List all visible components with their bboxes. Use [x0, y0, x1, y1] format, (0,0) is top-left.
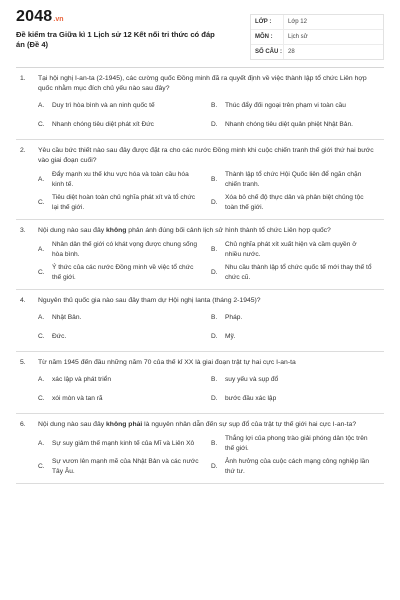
- info-row-subject: [251, 30, 383, 45]
- option-text: Thúc đẩy đối ngoại trên phạm vi toàn cầu: [225, 102, 346, 109]
- answer-option[interactable]: [38, 434, 211, 457]
- logo-domain: .vn: [53, 16, 64, 23]
- question-item: [16, 414, 384, 484]
- question-text-part: Từ năm 1945 đến đầu những năm 70 của thế kỉ XX là giai đoạn trật tự hai cực I-an-ta: [38, 359, 296, 366]
- answer-option[interactable]: [38, 329, 211, 348]
- option-text: Mỹ.: [225, 333, 236, 340]
- question-list: [16, 68, 384, 484]
- option-text: bước đầu xác lập: [225, 395, 277, 402]
- answer-options: [38, 372, 384, 410]
- answer-option[interactable]: [38, 193, 211, 216]
- option-letter: B.: [211, 246, 218, 253]
- answer-options: [38, 240, 384, 286]
- answer-option[interactable]: [211, 391, 384, 410]
- option-text: Sự vươn lên mạnh mẽ của Nhật Bản và các nước Tây Âu.: [52, 458, 199, 475]
- info-value: Lớp 12: [288, 19, 307, 25]
- option-letter: C.: [38, 199, 45, 206]
- option-letter: D.: [211, 395, 218, 402]
- option-letter: D.: [211, 121, 218, 128]
- option-letter: D.: [211, 333, 218, 340]
- option-letter: B.: [211, 314, 218, 321]
- option-letter: C.: [38, 333, 45, 340]
- question-stem: [16, 74, 384, 94]
- info-value: 28: [288, 49, 295, 55]
- question-item: [16, 220, 384, 290]
- question-stem: [16, 226, 384, 236]
- answer-option[interactable]: [38, 170, 211, 193]
- document-title: Đề kiểm tra Giữa kì 1 Lịch sử 12 Kết nối tri thức có đáp án (Đề 4): [16, 30, 215, 49]
- option-letter: B.: [211, 376, 218, 383]
- answer-option[interactable]: [38, 372, 211, 391]
- option-letter: D.: [211, 199, 218, 206]
- question-text-part: Nội dung nào sau đây: [38, 421, 107, 428]
- info-label: LỚP :: [251, 15, 284, 29]
- document-header: [16, 8, 384, 60]
- answer-option[interactable]: [38, 263, 211, 286]
- question-text: [38, 420, 384, 430]
- answer-option[interactable]: [211, 98, 384, 117]
- option-text: Nhanh chóng tiêu diệt quân phiệt Nhật Bản.: [225, 121, 353, 128]
- answer-option[interactable]: [38, 391, 211, 410]
- question-text-part: Nguyên thủ quốc gia nào sau đây tham dự Hội nghị Ianta (tháng 2-1945)?: [38, 297, 261, 304]
- question-item: [16, 140, 384, 220]
- question-item: [16, 68, 384, 140]
- option-letter: B.: [211, 176, 218, 183]
- question-text-part: Yêu cầu bức thiết nào sau đây được đặt ra cho các nước Đồng minh khi cuộc chiến tranh thế giới thứ hai bước vào giai đoạn cuối?: [38, 147, 374, 164]
- answer-option[interactable]: [38, 98, 211, 117]
- option-text: Thành lập tổ chức Hội Quốc liên để ngăn chặn chiến tranh.: [225, 171, 362, 188]
- option-letter: C.: [38, 269, 45, 276]
- question-stem: [16, 146, 384, 166]
- option-letter: A.: [38, 376, 45, 383]
- question-text: [38, 146, 384, 166]
- option-letter: A.: [38, 440, 45, 447]
- option-letter: B.: [211, 102, 218, 109]
- option-text: Xóa bỏ chế độ thực dân và phân biệt chủng tộc toàn thế giới.: [225, 194, 364, 211]
- answer-option[interactable]: [211, 193, 384, 216]
- question-text-part: phản ánh đúng bối cảnh lịch sử hình thành tổ chức Liên hợp quốc?: [126, 227, 331, 234]
- option-text: xói mòn và tan rã: [52, 395, 103, 402]
- question-item: [16, 290, 384, 352]
- question-number: 5.: [20, 359, 26, 366]
- option-letter: C.: [38, 395, 45, 402]
- question-text: [38, 226, 384, 236]
- option-text: Ảnh hưởng của cuộc cách mạng công nghiệp lần thứ tư.: [225, 458, 370, 475]
- option-text: Nhật Bản.: [52, 314, 82, 321]
- question-text: [38, 358, 384, 368]
- option-text: Nhân dân thế giới có khát vọng được chung sống hòa bình.: [52, 241, 198, 258]
- logo-text: 2048: [16, 8, 53, 25]
- answer-option[interactable]: [38, 240, 211, 263]
- answer-options: [38, 434, 384, 480]
- question-stem: [16, 420, 384, 430]
- option-text: suy yếu và sụp đổ: [225, 376, 279, 383]
- option-letter: D.: [211, 269, 218, 276]
- option-text: Thắng lợi của phong trào giải phóng dân tộc trên thế giới.: [225, 435, 368, 452]
- option-text: xác lập và phát triển: [52, 376, 112, 383]
- info-value: Lịch sử: [288, 34, 308, 40]
- question-item: [16, 352, 384, 414]
- answer-options: [38, 98, 384, 136]
- info-label: SỐ CÂU :: [251, 45, 284, 59]
- answer-option[interactable]: [38, 457, 211, 480]
- question-number: 1.: [20, 75, 26, 82]
- option-text: Tiêu diệt hoàn toàn chủ nghĩa phát xít và tổ chức lại thế giới.: [52, 194, 196, 211]
- option-letter: B.: [211, 440, 218, 447]
- option-letter: A.: [38, 246, 45, 253]
- option-text: Pháp.: [225, 314, 243, 321]
- question-text-part: là nguyên nhân dẫn đến sự sụp đổ của trật tự thế giới hai cực I-an-ta?: [142, 421, 357, 428]
- info-row-count: [251, 45, 383, 59]
- option-letter: D.: [211, 463, 218, 470]
- answer-option[interactable]: [211, 372, 384, 391]
- question-stem: [16, 296, 384, 306]
- option-letter: A.: [38, 176, 45, 183]
- info-table: [250, 14, 384, 60]
- option-letter: A.: [38, 102, 45, 109]
- question-text-part: Nội dung nào sau đây: [38, 227, 107, 234]
- info-label: MÔN :: [251, 30, 284, 44]
- option-text: Nhu cầu thành lập tổ chức quốc tế mới thay thế tổ chức cũ.: [225, 264, 372, 281]
- option-letter: C.: [38, 121, 45, 128]
- answer-option[interactable]: [38, 310, 211, 329]
- option-text: Đức.: [52, 333, 67, 340]
- question-number: 4.: [20, 297, 26, 304]
- question-number: 2.: [20, 147, 26, 154]
- option-letter: C.: [38, 463, 45, 470]
- option-text: Nhanh chóng tiêu diệt phát xít Đức: [52, 121, 154, 128]
- question-stem: [16, 358, 384, 368]
- answer-option[interactable]: [211, 434, 384, 457]
- question-emphasis: không: [106, 227, 127, 234]
- option-text: Duy trì hòa bình và an ninh quốc tế: [52, 102, 155, 109]
- question-text-part: Tại hội nghị I-an-ta (2-1945), các cường quốc Đồng minh đã ra quyết định về việc thành lập tổ chức Liên hợp quốc nhằm mục đích chủ yếu nào sau đây?: [38, 75, 367, 92]
- site-logo[interactable]: [16, 8, 216, 26]
- answer-option[interactable]: [38, 117, 211, 136]
- question-number: 6.: [20, 421, 26, 428]
- answer-option[interactable]: [211, 457, 384, 480]
- option-letter: A.: [38, 314, 45, 321]
- answer-option[interactable]: [211, 117, 384, 136]
- answer-options: [38, 170, 384, 216]
- option-text: Ý thức của các nước Đồng minh về việc tổ chức thế giới.: [52, 264, 194, 281]
- question-text: [38, 74, 384, 94]
- header-left: [16, 8, 216, 50]
- answer-options: [38, 310, 384, 348]
- option-text: Chủ nghĩa phát xít xuất hiện và cầm quyền ở nhiều nước.: [225, 241, 357, 258]
- answer-option[interactable]: [211, 240, 384, 263]
- question-text: [38, 296, 384, 306]
- answer-option[interactable]: [211, 263, 384, 286]
- option-text: Sự suy giảm thế mạnh kinh tế của Mĩ và Liên Xô: [52, 440, 195, 447]
- answer-option[interactable]: [211, 310, 384, 329]
- answer-option[interactable]: [211, 329, 384, 348]
- option-text: Đẩy mạnh xu thế khu vực hóa và toàn cầu hóa kinh tế.: [52, 171, 189, 188]
- answer-option[interactable]: [211, 170, 384, 193]
- question-emphasis: không phải: [106, 421, 143, 428]
- info-row-class: [251, 15, 383, 30]
- question-number: 3.: [20, 227, 26, 234]
